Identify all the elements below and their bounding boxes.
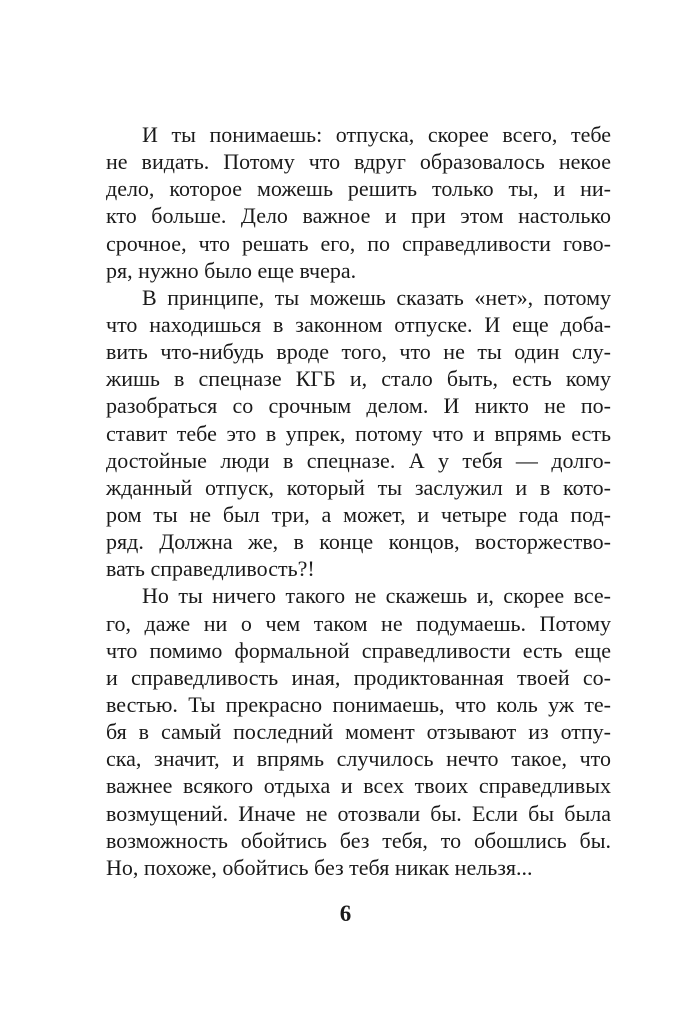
paragraph-1-line-2: не видать. Потому что вдруг образовалось некое <box>106 149 611 175</box>
page-number: 6 <box>339 901 352 926</box>
paragraph-3-line-6: бя в самый последний момент отзывают из отпу- <box>106 719 611 745</box>
paragraph-2-line-5: разобраться со срочным делом. И никто не по- <box>106 393 611 419</box>
paragraph-3-line-11: Но, похоже, обойтись без тебя никак нельзя... <box>106 854 533 880</box>
paragraph-2-line-6: ставит тебе это в упрек, потому что и впрямь есть <box>106 420 611 446</box>
paragraph-1-line-1: И ты понимаешь: отпуска, скорее всего, тебе <box>142 122 611 147</box>
paragraph-3-line-2: го, даже ни о чем таком не подумаешь. Потому <box>106 610 611 636</box>
paragraph-3-line-3: что помимо формальной справедливости есть еще <box>106 637 611 663</box>
paragraph-2-line-3: вить что-нибудь вроде того, что не ты один слу- <box>106 339 611 365</box>
paragraph-3-line-9: возмущений. Иначе не отозвали бы. Если бы была <box>106 800 611 826</box>
paragraph-3-line-8: важнее всякого отдыха и всех твоих справедливых <box>106 773 611 799</box>
paragraph-2-line-4: жишь в спецназе КГБ и, стало быть, есть кому <box>106 366 611 392</box>
paragraph-2-line-8: жданный отпуск, который ты заслужил и в кото- <box>106 474 611 500</box>
paragraph-3-line-1: Но ты ничего такого не скажешь и, скорее все- <box>142 583 611 609</box>
paragraph-2-line-7: достойные люди в спецназе. А у тебя — долго- <box>106 447 611 473</box>
paragraph-2-line-11: вать справедливость?! <box>106 556 315 582</box>
paragraph-3-line-4: и справедливость иная, продиктованная твоей со- <box>106 664 611 690</box>
paragraph-1-line-6: ря, нужно было еще вчера. <box>106 257 357 283</box>
paragraph-2-line-1: В принципе, ты можешь сказать «нет», потому <box>142 284 611 310</box>
paragraph-1-line-3: дело, которое можешь решить только ты, и ни- <box>106 176 611 202</box>
paragraph-3-line-5: вестью. Ты прекрасно понимаешь, что коль уж те- <box>106 691 611 717</box>
paragraph-2-line-2: что находишься в законном отпуске. И еще доба- <box>106 311 611 337</box>
paragraph-2-line-9: ром ты не был три, а может, и четыре года под- <box>106 501 611 527</box>
paragraph-2-line-10: ряд. Должна же, в конце концов, восторжество- <box>106 529 611 555</box>
paragraph-3-line-7: ска, значит, и впрямь случилось нечто такое, что <box>106 746 611 772</box>
paragraph-1-line-5: срочное, что решать его, по справедливости гово- <box>106 230 611 256</box>
paragraph-3-line-10: возможность обойтись без тебя, то обошлись бы. <box>106 827 611 853</box>
paragraph-1-line-4: кто больше. Дело важное и при этом настолько <box>106 203 611 229</box>
body-text <box>106 121 611 881</box>
